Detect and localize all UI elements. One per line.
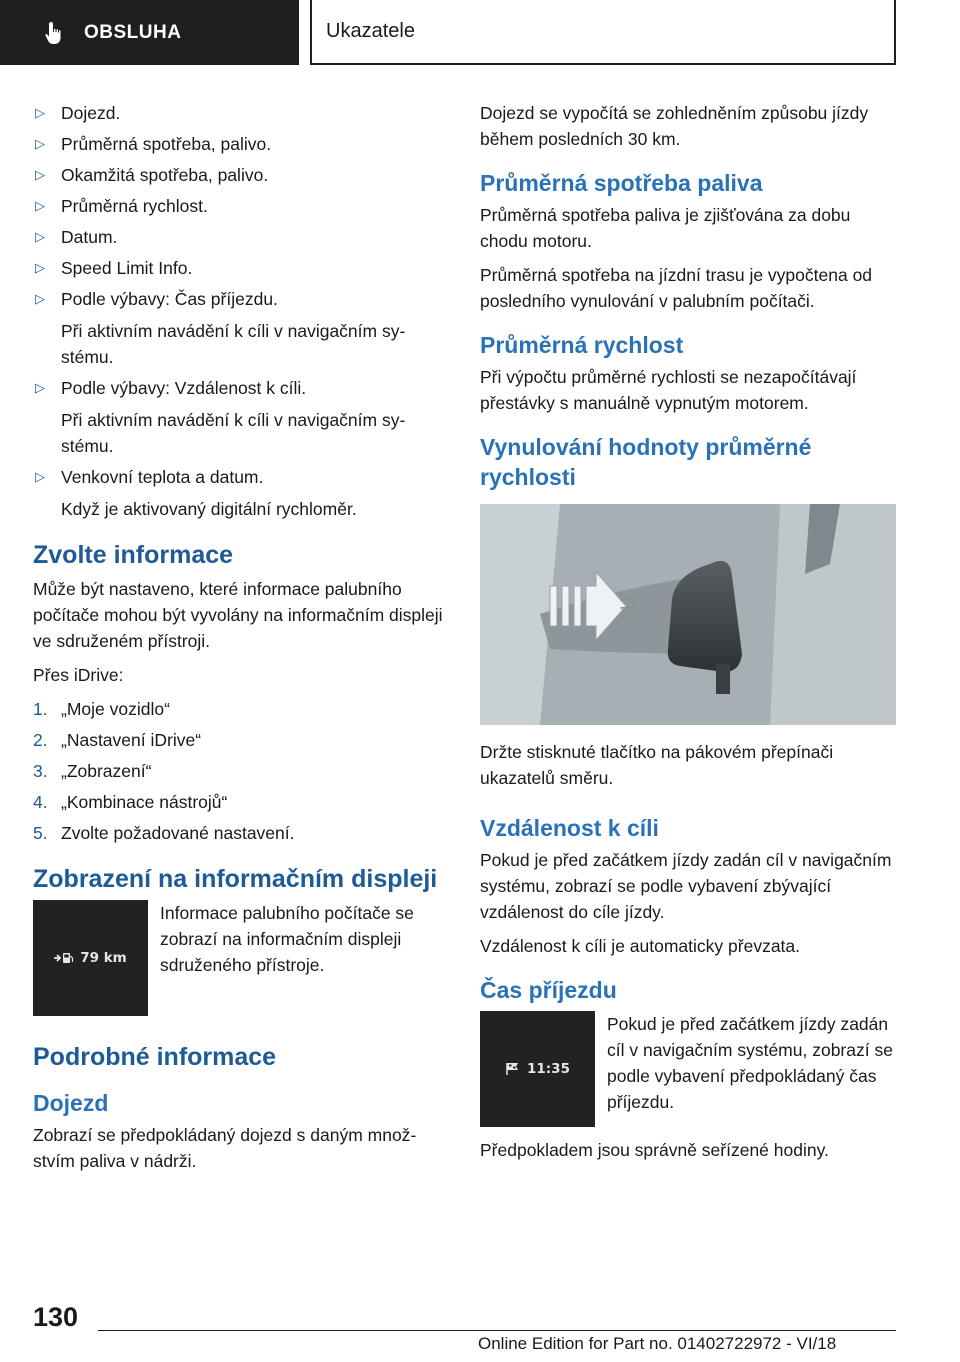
triangle-bullet-icon: ▷ xyxy=(35,260,45,275)
reset-speed-heading: Vynulování hodnoty průměrné rychlosti xyxy=(480,434,812,490)
arrival-display-image xyxy=(480,1011,595,1127)
hand-pointer-icon xyxy=(42,20,68,46)
idrive-steps-list xyxy=(33,696,448,846)
footer-divider xyxy=(98,1330,896,1331)
list-item: ▷ Datum. xyxy=(33,224,448,250)
triangle-bullet-icon: ▷ xyxy=(35,469,45,484)
range-display-value: 79 km xyxy=(80,950,127,966)
range-body: Zobrazí se předpokládaný dojezd s daným množstvím paliva v nádrži. xyxy=(33,1125,417,1171)
list-item: ▷ Dojezd. xyxy=(33,100,448,126)
select-info-body: Může být nastaveno, které informace palubního počítače mohou být vyvolány na informačním displeji ve sdruženém přístroji. xyxy=(33,579,443,651)
arrival-body: Pokud je před začátkem jízdy zadán cíl v navigačním systému, zobrazí se podle vybavení předpokládaný čas příjezdu. xyxy=(607,1014,893,1112)
triangle-bullet-icon: ▷ xyxy=(35,105,45,120)
page-number: 130 xyxy=(33,1302,79,1332)
range-display-image xyxy=(33,900,148,1016)
list-item: ▷ Podle výbavy: Čas příjezdu. Při aktivním navádění k cíli v navigačním systému. xyxy=(33,286,448,370)
display-section-body: Informace palubního počítače se zobrazí na informačním displeji sdruženého přístroje. xyxy=(160,903,414,975)
avg-fuel-heading: Průměrná spotřeba paliva xyxy=(480,170,763,196)
triangle-bullet-icon: ▷ xyxy=(35,229,45,244)
list-item: ▷ Speed Limit Info. xyxy=(33,255,448,281)
avg-fuel-p1: Průměrná spotřeba paliva je zjišťována za dobu chodu motoru. xyxy=(480,205,851,251)
details-heading: Podrobné informace xyxy=(33,1043,277,1071)
triangle-bullet-icon: ▷ xyxy=(35,167,45,182)
arrival-row xyxy=(480,1011,896,1127)
distance-p2: Vzdálenost k cíli je automaticky převzata. xyxy=(480,936,801,956)
footer-edition: Online Edition for Part no. 01402722972 - VI/18 xyxy=(478,1334,837,1353)
list-item: ▷ Venkovní teplota a datum. Když je aktivovaný digitální rychloměr. xyxy=(33,464,448,522)
display-section-heading: Zobrazení na informačním displeji xyxy=(33,865,438,893)
triangle-bullet-icon: ▷ xyxy=(35,136,45,151)
reset-speed-caption: Držte stisknuté tlačítko na pákovém přepínači ukazatelů směru. xyxy=(480,742,834,788)
select-info-heading: Zvolte informace xyxy=(33,541,234,569)
avg-fuel-p2: Průměrná spotřeba na jízdní trasu je vypočtena od posledního vynulování v palubním počítači. xyxy=(480,265,873,311)
list-item: ▷ Podle výbavy: Vzdálenost k cíli. Při aktivním navádění k cíli v navigačním systému. xyxy=(33,375,448,459)
right-column xyxy=(480,100,896,1171)
chapter-header xyxy=(310,0,896,65)
step-item: 3. „Zobrazení“ xyxy=(33,761,152,781)
arrival-note: Předpokladem jsou správně seřízené hodiny. xyxy=(480,1140,829,1160)
display-items-list xyxy=(33,100,448,522)
arrival-display-value: 11:35 xyxy=(527,1061,570,1077)
list-item-note: Když je aktivovaný digitální rychloměr. xyxy=(61,499,357,519)
triangle-bullet-icon: ▷ xyxy=(35,198,45,213)
destination-flag-icon xyxy=(505,1062,521,1076)
fuel-pump-range-icon xyxy=(54,952,74,964)
idrive-path-intro: Přes iDrive: xyxy=(33,665,124,685)
step-item: 5. Zvolte požadované nastavení. xyxy=(33,823,295,843)
list-item-note: Při aktivním navádění k cíli v navigačním systému. xyxy=(61,321,406,367)
list-item-note: Při aktivním navádění k cíli v navigačním systému. xyxy=(61,410,406,456)
range-heading: Dojezd xyxy=(33,1090,109,1116)
avg-speed-heading: Průměrná rychlost xyxy=(480,332,684,358)
display-section-row xyxy=(33,900,448,1016)
section-tab xyxy=(0,0,299,65)
list-item: ▷ Průměrná rychlost. xyxy=(33,193,448,219)
left-column xyxy=(33,100,448,1182)
avg-speed-p1: Při výpočtu průměrné rychlosti se nezapočítávají přestávky s manuálně vypnutým motorem. xyxy=(480,367,857,413)
step-item: 1. „Moje vozidlo“ xyxy=(33,699,170,719)
distance-p1: Pokud je před začátkem jízdy zadán cíl v navigačním systému, zobrazí se podle vybavení zbývající vzdálenost do cíle jízdy. xyxy=(480,850,892,922)
section-tab-label: OBSLUHA xyxy=(84,21,182,43)
distance-heading: Vzdálenost k cíli xyxy=(480,815,659,841)
chapter-title: Ukazatele xyxy=(326,20,415,42)
list-item: ▷ Okamžitá spotřeba, palivo. xyxy=(33,162,448,188)
range-calc-intro: Dojezd se vypočítá se zohledněním způsobu jízdy během posledních 30 km. xyxy=(480,103,869,149)
turn-signal-lever-photo xyxy=(480,504,896,725)
step-item: 4. „Kombinace nástrojů“ xyxy=(33,792,228,812)
triangle-bullet-icon: ▷ xyxy=(35,380,45,395)
arrival-heading: Čas příjezdu xyxy=(480,977,617,1003)
step-item: 2. „Nastavení iDrive“ xyxy=(33,730,202,750)
triangle-bullet-icon: ▷ xyxy=(35,291,45,306)
list-item: ▷ Průměrná spotřeba, palivo. xyxy=(33,131,448,157)
